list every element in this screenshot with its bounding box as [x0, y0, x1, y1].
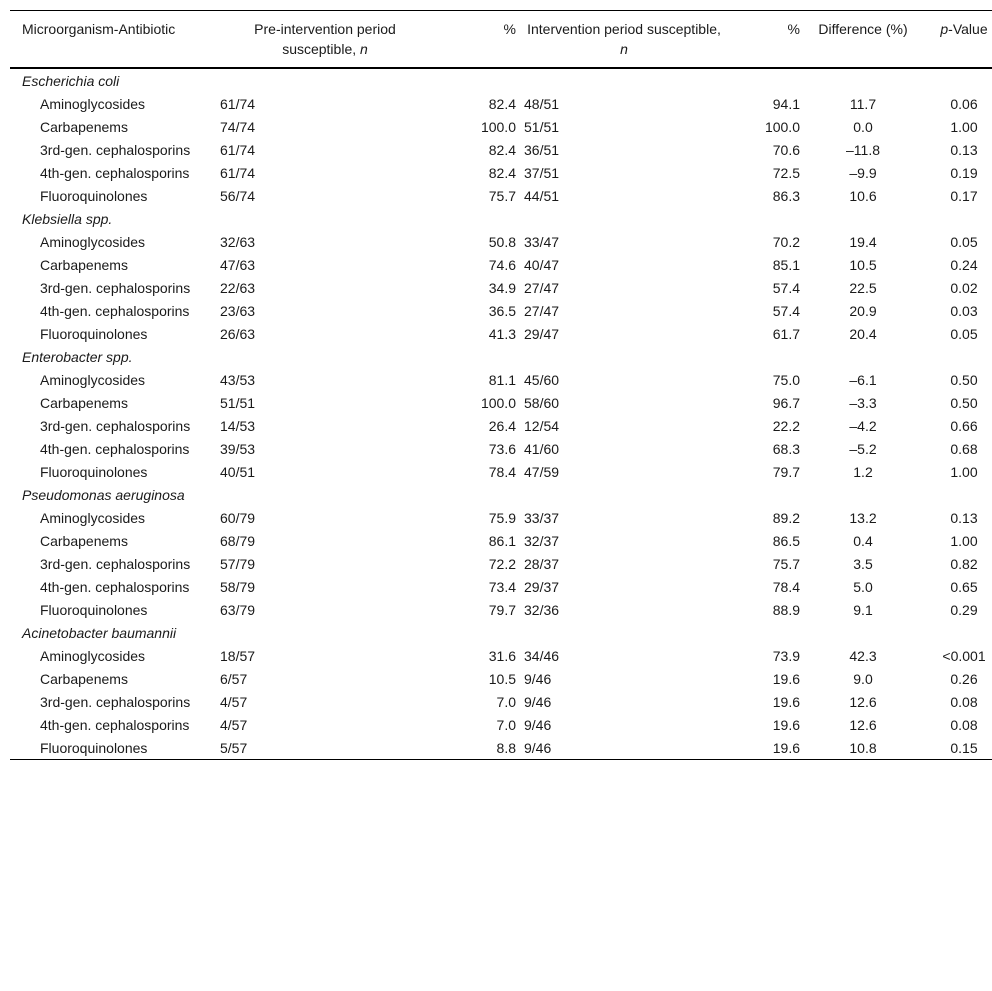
int-susceptible-cell: 41/60: [524, 441, 560, 457]
p-value-cell: 0.08: [950, 694, 978, 710]
pre-percent-cell: 100.0: [480, 395, 516, 411]
pre-susceptible-cell: 4/57: [220, 717, 248, 733]
table-row: [10, 575, 992, 598]
int-susceptible-cell: 27/47: [524, 303, 560, 319]
p-value-cell: 0.50: [950, 395, 978, 411]
pre-percent-cell: 82.4: [488, 96, 516, 112]
difference-cell: 12.6: [849, 694, 877, 710]
table-row: [10, 552, 992, 575]
int-susceptible-cell: 37/51: [524, 165, 560, 181]
table-row: [10, 92, 992, 115]
organism-name: Pseudomonas aeruginosa: [22, 487, 185, 503]
antibiotic-cell: Fluoroquinolones: [40, 740, 148, 756]
int-percent-cell: 19.6: [772, 671, 800, 687]
pre-susceptible-cell: 63/79: [220, 602, 256, 618]
pre-percent-cell: 36.5: [488, 303, 516, 319]
pre-susceptible-cell: 60/79: [220, 510, 256, 526]
header-pre-intervention: [216, 11, 434, 69]
antibiotic-cell: Carbapenems: [40, 395, 128, 411]
pre-percent-cell: 73.6: [488, 441, 516, 457]
int-percent-cell: 75.0: [772, 372, 800, 388]
antibiotic-cell: 4th-gen. cephalosporins: [40, 165, 190, 181]
organism-name: Enterobacter spp.: [22, 349, 133, 365]
pre-percent-cell: 7.0: [496, 717, 516, 733]
pre-percent-cell: 34.9: [488, 280, 516, 296]
int-susceptible-cell: 28/37: [524, 556, 560, 572]
p-value-cell: 0.19: [950, 165, 978, 181]
pre-susceptible-cell: 23/63: [220, 303, 256, 319]
int-susceptible-cell: 58/60: [524, 395, 560, 411]
antibiotic-cell: Fluoroquinolones: [40, 464, 148, 480]
table-row: [10, 253, 992, 276]
pre-susceptible-cell: 61/74: [220, 142, 256, 158]
int-percent-cell: 94.1: [772, 96, 800, 112]
difference-cell: 13.2: [849, 510, 877, 526]
int-susceptible-cell: 33/37: [524, 510, 560, 526]
pre-susceptible-cell: 39/53: [220, 441, 256, 457]
pre-percent-cell: 75.9: [488, 510, 516, 526]
int-susceptible-cell: 9/46: [524, 671, 552, 687]
p-value-cell: 0.50: [950, 372, 978, 388]
antibiotic-cell: 3rd-gen. cephalosporins: [40, 142, 191, 158]
p-value-cell: 0.82: [950, 556, 978, 572]
p-value-cell: 0.26: [950, 671, 978, 687]
header-intervention-label: Intervention period susceptible,: [527, 21, 721, 37]
organism-name: Escherichia coli: [22, 73, 120, 89]
pre-susceptible-cell: 22/63: [220, 280, 256, 296]
int-percent-cell: 78.4: [772, 579, 800, 595]
int-percent-cell: 19.6: [772, 717, 800, 733]
pre-percent-cell: 75.7: [488, 188, 516, 204]
pre-susceptible-cell: 32/63: [220, 234, 256, 250]
p-value-cell: 1.00: [950, 533, 978, 549]
difference-cell: –4.2: [849, 418, 877, 434]
int-susceptible-cell: 9/46: [524, 717, 552, 733]
table-row: [10, 690, 992, 713]
table-row: [10, 713, 992, 736]
difference-cell: 3.5: [853, 556, 873, 572]
int-percent-cell: 75.7: [772, 556, 800, 572]
int-susceptible-cell: 12/54: [524, 418, 560, 434]
int-percent-cell: 96.7: [772, 395, 800, 411]
antibiotic-cell: 3rd-gen. cephalosporins: [40, 556, 191, 572]
pre-percent-cell: 82.4: [488, 165, 516, 181]
header-difference: Difference (%): [818, 21, 908, 37]
antibiotic-cell: Fluoroquinolones: [40, 326, 148, 342]
antibiotic-cell: 4th-gen. cephalosporins: [40, 441, 190, 457]
p-value-cell: 0.06: [950, 96, 978, 112]
susceptibility-table-container: [10, 10, 988, 760]
antibiotic-cell: Aminoglycosides: [40, 648, 146, 664]
antibiotic-cell: 3rd-gen. cephalosporins: [40, 418, 191, 434]
int-susceptible-cell: 51/51: [524, 119, 560, 135]
organism-name: Acinetobacter baumannii: [22, 625, 177, 641]
pre-percent-cell: 72.2: [488, 556, 516, 572]
p-value-cell: 0.65: [950, 579, 978, 595]
int-susceptible-cell: 27/47: [524, 280, 560, 296]
int-susceptible-cell: 9/46: [524, 694, 552, 710]
header-intervention: [520, 11, 728, 69]
difference-cell: 10.8: [849, 740, 877, 756]
int-susceptible-cell: 9/46: [524, 740, 552, 756]
pre-susceptible-cell: 56/74: [220, 188, 256, 204]
int-susceptible-cell: 47/59: [524, 464, 560, 480]
p-value-cell: 0.68: [950, 441, 978, 457]
header-intervention-n: n: [620, 41, 628, 57]
p-value-cell: 0.13: [950, 510, 978, 526]
antibiotic-cell: Fluoroquinolones: [40, 188, 148, 204]
int-percent-cell: 85.1: [772, 257, 800, 273]
table-row: [10, 437, 992, 460]
table-body: [10, 68, 992, 760]
difference-cell: 0.4: [853, 533, 873, 549]
antibiotic-cell: 3rd-gen. cephalosporins: [40, 280, 191, 296]
int-susceptible-cell: 33/47: [524, 234, 560, 250]
difference-cell: 10.5: [849, 257, 877, 273]
int-percent-cell: 73.9: [772, 648, 800, 664]
susceptibility-table: [10, 10, 992, 760]
table-row: [10, 138, 992, 161]
difference-cell: 11.7: [849, 96, 877, 112]
p-value-cell: 0.29: [950, 602, 978, 618]
header-value-label: -Value: [948, 21, 988, 37]
pre-percent-cell: 73.4: [488, 579, 516, 595]
int-susceptible-cell: 29/37: [524, 579, 560, 595]
pre-percent-cell: 41.3: [488, 326, 516, 342]
int-susceptible-cell: 40/47: [524, 257, 560, 273]
table-row: [10, 184, 992, 207]
difference-cell: 20.4: [849, 326, 877, 342]
pre-susceptible-cell: 58/79: [220, 579, 256, 595]
pre-percent-cell: 78.4: [488, 464, 516, 480]
table-row: [10, 276, 992, 299]
int-percent-cell: 70.2: [772, 234, 800, 250]
int-percent-cell: 68.3: [772, 441, 800, 457]
int-susceptible-cell: 36/51: [524, 142, 560, 158]
difference-cell: 22.5: [849, 280, 877, 296]
int-percent-cell: 61.7: [772, 326, 800, 342]
antibiotic-cell: Carbapenems: [40, 257, 128, 273]
p-value-cell: 1.00: [950, 464, 978, 480]
table-row: [10, 368, 992, 391]
pre-susceptible-cell: 18/57: [220, 648, 256, 664]
header-pre-intervention-n: n: [360, 41, 368, 57]
int-percent-cell: 100.0: [764, 119, 800, 135]
difference-cell: –5.2: [849, 441, 877, 457]
table-row: [10, 529, 992, 552]
table-row: [10, 230, 992, 253]
pre-percent-cell: 79.7: [488, 602, 516, 618]
int-susceptible-cell: 44/51: [524, 188, 560, 204]
p-value-cell: 0.24: [950, 257, 978, 273]
pre-susceptible-cell: 57/79: [220, 556, 256, 572]
int-percent-cell: 22.2: [772, 418, 800, 434]
p-value-cell: 0.03: [950, 303, 978, 319]
antibiotic-cell: 4th-gen. cephalosporins: [40, 303, 190, 319]
difference-cell: 9.1: [853, 602, 873, 618]
table-header: [10, 11, 992, 69]
pre-percent-cell: 82.4: [488, 142, 516, 158]
antibiotic-cell: Aminoglycosides: [40, 96, 146, 112]
table-row: [10, 644, 992, 667]
difference-cell: 20.9: [849, 303, 877, 319]
pre-susceptible-cell: 61/74: [220, 165, 256, 181]
int-susceptible-cell: 29/47: [524, 326, 560, 342]
pre-percent-cell: 10.5: [488, 671, 516, 687]
antibiotic-cell: Carbapenems: [40, 671, 128, 687]
table-row: [10, 391, 992, 414]
pre-percent-cell: 50.8: [488, 234, 516, 250]
pre-percent-cell: 7.0: [496, 694, 516, 710]
difference-cell: 5.0: [853, 579, 873, 595]
difference-cell: 1.2: [853, 464, 873, 480]
int-susceptible-cell: 32/37: [524, 533, 560, 549]
difference-cell: 0.0: [853, 119, 873, 135]
pre-susceptible-cell: 6/57: [220, 671, 248, 687]
difference-cell: 42.3: [849, 648, 877, 664]
p-value-cell: <0.001: [942, 648, 986, 664]
int-percent-cell: 57.4: [772, 280, 800, 296]
p-value-cell: 0.05: [950, 326, 978, 342]
table-row: [10, 299, 992, 322]
p-value-cell: 0.13: [950, 142, 978, 158]
difference-cell: –9.9: [849, 165, 877, 181]
antibiotic-cell: Carbapenems: [40, 533, 128, 549]
int-percent-cell: 19.6: [772, 694, 800, 710]
pre-percent-cell: 74.6: [488, 257, 516, 273]
int-percent-cell: 88.9: [772, 602, 800, 618]
int-susceptible-cell: 32/36: [524, 602, 560, 618]
organism-row: [10, 621, 992, 644]
pre-susceptible-cell: 74/74: [220, 119, 256, 135]
table-row: [10, 736, 992, 760]
table-row: [10, 506, 992, 529]
header-microorganism-antibiotic: Microorganism-Antibiotic: [22, 21, 176, 37]
pre-percent-cell: 86.1: [488, 533, 516, 549]
header-p-italic: p: [940, 21, 949, 37]
int-percent-cell: 86.5: [772, 533, 800, 549]
pre-susceptible-cell: 26/63: [220, 326, 256, 342]
organism-name: Klebsiella spp.: [22, 211, 113, 227]
antibiotic-cell: 4th-gen. cephalosporins: [40, 717, 190, 733]
int-percent-cell: 86.3: [772, 188, 800, 204]
table-row: [10, 598, 992, 621]
table-row: [10, 161, 992, 184]
difference-cell: 12.6: [849, 717, 877, 733]
int-susceptible-cell: 34/46: [524, 648, 560, 664]
p-value-cell: 1.00: [950, 119, 978, 135]
antibiotic-cell: Fluoroquinolones: [40, 602, 148, 618]
difference-cell: 9.0: [853, 671, 873, 687]
organism-row: [10, 68, 992, 92]
pre-susceptible-cell: 51/51: [220, 395, 256, 411]
antibiotic-cell: Aminoglycosides: [40, 372, 146, 388]
organism-row: [10, 207, 992, 230]
difference-cell: –6.1: [849, 372, 877, 388]
pre-percent-cell: 100.0: [480, 119, 516, 135]
table-row: [10, 322, 992, 345]
int-susceptible-cell: 48/51: [524, 96, 560, 112]
antibiotic-cell: 3rd-gen. cephalosporins: [40, 694, 191, 710]
pre-susceptible-cell: 14/53: [220, 418, 256, 434]
pre-percent-cell: 81.1: [488, 372, 516, 388]
p-value-cell: 0.05: [950, 234, 978, 250]
pre-susceptible-cell: 4/57: [220, 694, 248, 710]
int-percent-cell: 57.4: [772, 303, 800, 319]
pre-susceptible-cell: 68/79: [220, 533, 256, 549]
p-value-cell: 0.08: [950, 717, 978, 733]
table-row: [10, 115, 992, 138]
header-p-value: [922, 11, 992, 69]
pre-susceptible-cell: 47/63: [220, 257, 256, 273]
pre-percent-cell: 8.8: [496, 740, 516, 756]
p-value-cell: 0.66: [950, 418, 978, 434]
difference-cell: 10.6: [849, 188, 877, 204]
p-value-cell: 0.02: [950, 280, 978, 296]
pre-susceptible-cell: 61/74: [220, 96, 256, 112]
pre-percent-cell: 31.6: [488, 648, 516, 664]
difference-cell: –3.3: [849, 395, 877, 411]
int-susceptible-cell: 45/60: [524, 372, 560, 388]
header-int-percent: %: [787, 21, 800, 37]
header-row: [10, 11, 992, 69]
int-percent-cell: 89.2: [772, 510, 800, 526]
antibiotic-cell: Aminoglycosides: [40, 234, 146, 250]
pre-susceptible-cell: 5/57: [220, 740, 248, 756]
pre-susceptible-cell: 43/53: [220, 372, 256, 388]
p-value-cell: 0.15: [950, 740, 978, 756]
int-percent-cell: 79.7: [772, 464, 800, 480]
antibiotic-cell: 4th-gen. cephalosporins: [40, 579, 190, 595]
antibiotic-cell: Aminoglycosides: [40, 510, 146, 526]
header-pre-percent: %: [503, 21, 516, 37]
table-row: [10, 667, 992, 690]
difference-cell: 19.4: [849, 234, 877, 250]
pre-susceptible-cell: 40/51: [220, 464, 256, 480]
antibiotic-cell: Carbapenems: [40, 119, 128, 135]
organism-row: [10, 345, 992, 368]
int-percent-cell: 19.6: [772, 740, 800, 756]
int-percent-cell: 72.5: [772, 165, 800, 181]
table-row: [10, 460, 992, 483]
organism-row: [10, 483, 992, 506]
difference-cell: –11.8: [846, 142, 880, 158]
p-value-cell: 0.17: [950, 188, 978, 204]
pre-percent-cell: 26.4: [488, 418, 516, 434]
table-row: [10, 414, 992, 437]
header-pre-intervention-label: Pre-intervention period susceptible,: [254, 21, 396, 57]
int-percent-cell: 70.6: [772, 142, 800, 158]
